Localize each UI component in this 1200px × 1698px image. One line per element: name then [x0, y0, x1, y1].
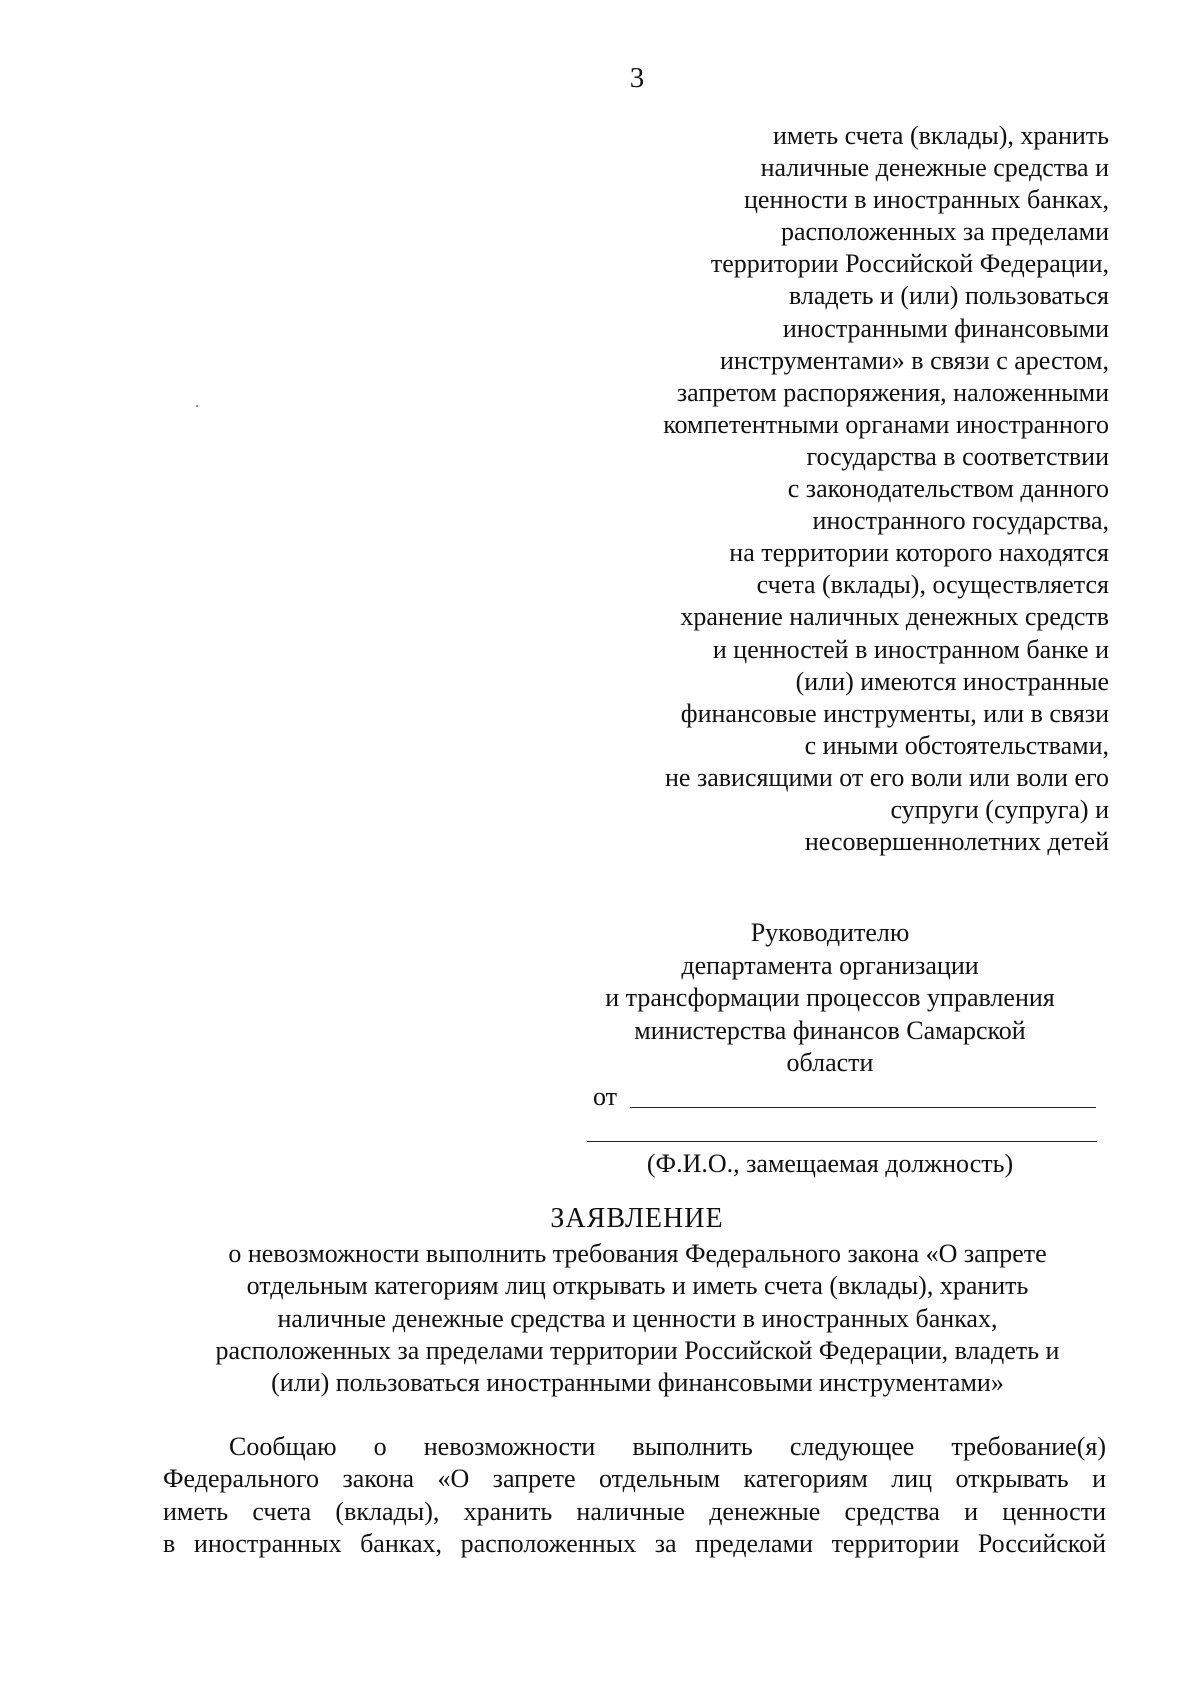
statement-subtitle — [150, 1238, 1125, 1399]
title-line: расположенных за пределами — [780, 217, 1109, 247]
addressee-line: Руководителю — [750, 918, 910, 947]
body-line: в иностранных банках, расположенных за пределами территории Российской — [163, 1528, 1106, 1558]
title-line: несовершеннолетних детей — [804, 827, 1109, 857]
title-line: не зависящими от его воли или воли его — [665, 762, 1109, 792]
title-line: и ценностей в иностранном банке и — [712, 634, 1109, 664]
title-line: запретом распоряжения, наложенными — [676, 377, 1109, 407]
title-line: иностранного государства, — [812, 506, 1109, 536]
blank-caption: (Ф.И.О., замещаемая должность) — [646, 1149, 1014, 1178]
addressee-block — [560, 917, 1100, 1080]
title-line: финансовые инструменты, или в связи — [680, 698, 1109, 728]
title-line: иностранными финансовыми — [782, 313, 1109, 343]
statement-body — [163, 1431, 1106, 1560]
form-title-block — [469, 120, 1109, 858]
addressee-line: и трансформации процессов управления — [605, 983, 1055, 1012]
title-line: компетентными органами иностранного — [663, 409, 1109, 439]
title-line: хранение наличных денежных средств — [680, 602, 1109, 632]
title-line: государства в соответствии — [806, 441, 1109, 471]
title-line: иметь счета (вклады), хранить — [772, 121, 1109, 150]
position-blank[interactable] — [587, 1141, 1097, 1142]
from-name-blank[interactable] — [630, 1107, 1096, 1108]
title-line: с иными обстоятельствами, — [804, 730, 1109, 760]
scan-speck — [196, 405, 198, 407]
title-line: ценности в иностранных банках, — [743, 185, 1109, 215]
title-line: супруги (супруга) и — [890, 794, 1109, 824]
title-line: на территории которого находятся — [729, 538, 1109, 568]
statement-title: ЗАЯВЛЕНИЕ — [550, 1203, 724, 1234]
addressee-line: департамента организации — [681, 950, 979, 980]
title-line: наличные денежные средства и — [760, 153, 1109, 183]
subtitle-line: расположенных за пределами территории Российской Федерации, владеть и — [215, 1335, 1060, 1365]
subtitle-line: отдельным категориям лиц открывать и иметь счета (вклады), хранить — [246, 1271, 1029, 1301]
body-line: Федерального закона «О запрете отдельным категориям лиц открывать и — [163, 1464, 1106, 1494]
body-line: Сообщаю о невозможности выполнить следующее требование(я) — [229, 1432, 1106, 1461]
addressee-line: области — [786, 1048, 874, 1077]
body-line: иметь счета (вклады), хранить наличные денежные средства и ценности — [163, 1496, 1106, 1526]
title-line: с законодательством данного — [787, 474, 1109, 504]
subtitle-line: (или) пользоваться иностранными финансовыми инструментами» — [271, 1368, 1004, 1398]
page-number: 3 — [629, 62, 645, 94]
title-line: территории Российской Федерации, — [710, 249, 1109, 279]
from-label: от — [593, 1082, 618, 1111]
title-line: счета (вклады), осуществляется — [756, 570, 1109, 600]
title-line: владеть и (или) пользоваться — [788, 281, 1109, 311]
addressee-line: министерства финансов Самарской — [634, 1015, 1026, 1045]
subtitle-line: наличные денежные средства и ценности в иностранных банках, — [277, 1303, 998, 1333]
title-line: (или) имеются иностранные — [795, 666, 1109, 696]
subtitle-line: о невозможности выполнить требования Федерального закона «О запрете — [228, 1239, 1047, 1268]
title-line: инструментами» в связи с арестом, — [719, 345, 1109, 375]
